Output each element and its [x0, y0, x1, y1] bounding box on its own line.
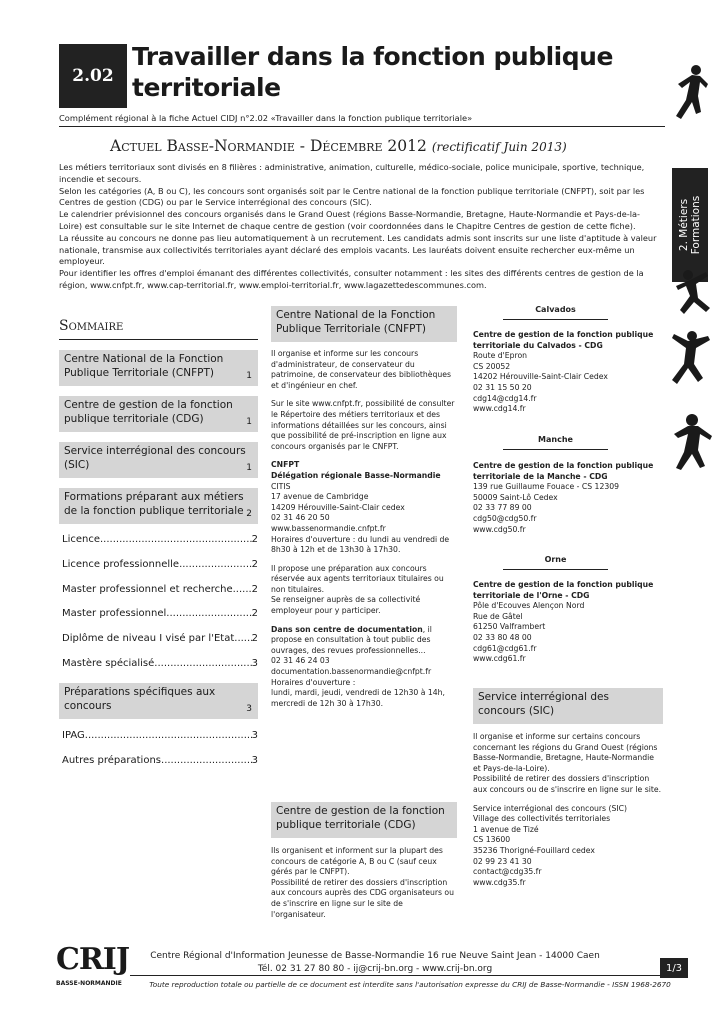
sic-website-link[interactable]: www.cdg35.fr — [473, 877, 526, 887]
toc-entry-label: Service interrégional des concours (SIC) — [64, 445, 246, 471]
sic-heading: Service interrégional des concours (SIC) — [473, 688, 663, 724]
sic-phone: 02 99 23 41 30 — [473, 856, 532, 866]
documentation-email-link[interactable]: documentation.bassenormandie@cnfpt.fr — [271, 667, 432, 677]
toc-line-label: Master professionnel et recherche — [62, 584, 233, 595]
dept-line: 50009 Saint-Lô Cedex — [473, 492, 558, 502]
toc-line[interactable] — [62, 633, 258, 644]
dept-phone: 02 31 15 50 20 — [473, 382, 532, 392]
sic-line: Service interrégional des concours (SIC) — [473, 803, 628, 813]
dept-heading-manche: Manche — [538, 435, 573, 444]
title-line-2: territoriale — [132, 73, 281, 102]
cnfpt-section — [271, 349, 458, 709]
sic-paragraph: Possibilité de retirer des dossiers d'inscription aux concours ou de s'inscrire en ligne sur le site. — [473, 774, 662, 794]
section-tab-line-2: Formations — [690, 195, 702, 255]
cnfpt-address-line: 14209 Hérouville-Saint-Clair cedex — [271, 502, 405, 512]
title-line-1: Travailler dans la fonction publique — [132, 42, 613, 71]
documentation-bold: Dans son centre de documentation — [271, 624, 423, 634]
dept-line: Route d'Epron — [473, 351, 528, 361]
toc-line[interactable] — [62, 730, 258, 741]
toc-leader — [100, 534, 252, 545]
toc-line[interactable] — [62, 584, 258, 595]
section-tab — [672, 168, 708, 282]
sic-line: 35236 Thorigné-Fouillard cedex — [473, 845, 595, 855]
toc-leader — [234, 633, 251, 644]
cnfpt-phone: 02 31 46 20 50 — [271, 513, 330, 523]
documentation-hours: lundi, mardi, jeudi, vendredi de 12h30 à 14h, mercredi de 12h 30 à 17h30. — [271, 688, 445, 708]
toc-line-label: Licence professionnelle — [62, 559, 180, 570]
cnfpt-website-link[interactable]: www.bassenormandie.cnfpt.fr — [271, 523, 386, 533]
dept-orne — [473, 580, 663, 665]
rectificatif-label: (rectificatif Juin 2013) — [431, 140, 567, 154]
toc-entry[interactable] — [59, 488, 258, 524]
toc-entry-page: 1 — [246, 371, 252, 381]
toc-line-page: 3 — [251, 658, 258, 669]
logo-text: CRIJ — [56, 942, 130, 977]
intro-paragraph: Pour identifier les offres d'emploi émanant des différentes collectivités, consulter notamment : les sites des différents centres de gestion de la région, www.cnfpt.fr, www.cap-territorial.fr, www.emploi-territorial.fr, www.lagazettedescommunes.com. — [59, 268, 644, 290]
cnfpt-hours: Horaires d'ouverture : du lundi au vendredi de 8h30 à 12h et de 13h30 à 17h30. — [271, 534, 450, 555]
toc-line-label: Diplôme de niveau I visé par l'Etat — [62, 633, 235, 644]
cnfpt-documentation — [271, 625, 458, 657]
cdg-section — [271, 846, 458, 920]
toc-line[interactable] — [62, 658, 258, 669]
cnfpt-address-line: CITIS — [271, 481, 291, 491]
toc-entry-page: 1 — [246, 463, 252, 473]
dept-rule — [503, 449, 608, 450]
toc-entry[interactable] — [59, 396, 258, 432]
toc-line-label: IPAG — [62, 730, 85, 741]
toc-line[interactable] — [62, 534, 258, 545]
footer-line-1: Centre Régional d'Information Jeunesse de Basse-Normandie 16 rue Neuve Saint Jean - 14000 Caen — [150, 951, 600, 961]
intro-paragraph: La réussite au concours ne donne pas lieu automatiquement à un recrutement. Les candidats admis sont inscrits sur une liste d'aptitude à valeur nationale, transmise aux collectivités territoriales ayant déclaré des emplois vacants. Les lauréats doivent ensuite rechercher eux-même un employeur. — [59, 232, 657, 267]
toc-line-page: 2 — [251, 608, 258, 619]
cnfpt-paragraph: Se renseigner auprès de sa collectivité employeur pour y participer. — [271, 595, 421, 616]
dept-website-link[interactable]: www.cdg14.fr — [473, 404, 526, 414]
page-title — [132, 41, 642, 103]
subtitle: Complément régional à la fiche Actuel CIDJ n°2.02 «Travailler dans la fonction publique territoriale» — [59, 113, 473, 123]
cnfpt-heading: Centre National de la Fonction Publique Territoriale (CNFPT) — [271, 306, 457, 342]
dept-manche — [473, 461, 663, 535]
header-rule — [59, 126, 665, 127]
footer-address — [130, 950, 620, 976]
dept-title: Centre de gestion de la fonction publique territoriale du Calvados - CDG — [473, 330, 654, 350]
toc-entry-page: 3 — [246, 704, 252, 714]
toc-line-page: 2 — [251, 559, 258, 570]
dept-rule — [503, 569, 608, 570]
logo-subtext: BASSE-NORMANDIE — [56, 980, 122, 987]
dept-email-link[interactable]: cdg14@cdg14.fr — [473, 393, 537, 403]
toc-leader — [154, 658, 251, 669]
dept-rule — [503, 319, 608, 320]
cnfpt-address-line: 17 avenue de Cambridge — [271, 492, 369, 502]
dept-website-link[interactable]: www.cdg50.fr — [473, 524, 526, 534]
edition-heading — [110, 137, 567, 155]
cdg-paragraph: Ils organisent et informent sur la plupart des concours de catégorie A, B ou C (sauf ceux gérés par le CNFPT). — [271, 846, 443, 877]
dept-email-link[interactable]: cdg50@cdg50.fr — [473, 513, 537, 523]
toc-entry-page: 1 — [246, 417, 252, 427]
sic-email-link[interactable]: contact@cdg35.fr — [473, 867, 542, 877]
documentation-text: , il propose en consultation à tout public des ouvrages, des revues professionnelles... — [271, 624, 432, 655]
toc-entry[interactable] — [59, 350, 258, 386]
sommaire-heading: Sommaire — [59, 318, 124, 334]
toc-entry[interactable] — [59, 683, 258, 719]
cnfpt-paragraph: Il propose une préparation aux concours réservée aux agents territoriaux titulaires ou non titulaires. — [271, 563, 444, 594]
toc-leader — [161, 755, 252, 766]
toc-line-label: Mastère spécialisé — [62, 658, 155, 669]
dept-calvados — [473, 330, 663, 415]
toc-line-label: Master professionnel — [62, 608, 167, 619]
dept-line: 139 rue Guillaume Fouace - CS 12309 — [473, 482, 620, 492]
cnfpt-paragraph: Il organise et informe sur les concours d'administrateur, de conservateur du patrimoine, de conservateur des bibliothèques et d'ingénieur en chef. — [271, 349, 451, 390]
toc-line-page: 2 — [251, 534, 258, 545]
toc-leader — [179, 559, 252, 570]
toc-line[interactable] — [62, 755, 258, 766]
dept-phone: 02 33 77 89 00 — [473, 503, 532, 513]
dept-title: Centre de gestion de la fonction publique territoriale de l'Orne - CDG — [473, 580, 654, 600]
toc-line-label: Autres préparations — [62, 755, 162, 766]
toc-line-page: 2 — [251, 584, 258, 595]
dept-email-link[interactable]: cdg61@cdg61.fr — [473, 643, 537, 653]
cnfpt-paragraph: Sur le site www.cnfpt.fr, possibilité de consulter le Répertoire des métiers territoriaux et des informations détaillées sur les concours, ainsi que possibilité de pré-inscription en ligne aux concours organisés par le CNFPT. — [271, 399, 455, 451]
cdg-paragraph: Possibilité de retirer des dossiers d'inscription aux concours auprès des CDG organisateurs ou de s'inscrire en ligne sur le site de l'organisateur. — [271, 877, 455, 919]
documentation-phone: 02 31 46 24 03 — [271, 656, 330, 666]
toc-leader — [233, 584, 252, 595]
toc-entry[interactable] — [59, 442, 258, 478]
toc-line[interactable] — [62, 559, 258, 570]
toc-line-label: Licence — [62, 534, 100, 545]
dept-line: CS 20052 — [473, 361, 511, 371]
toc-entry-label: Formations préparant aux métiers de la fonction publique territoriale — [64, 491, 244, 517]
intro-paragraph: Le calendrier prévisionnel des concours organisés dans le Grand Ouest (régions Basse-Normandie, Bretagne, Haute-Normandie et Pays-de-la-Loire) est consultable sur le site Internet de chaque centre de gestion (voir coordonnées dans le Chapitre Centres de gestion de cette fiche). — [59, 209, 640, 231]
edition-label: Actuel Basse-Normandie - Décembre 2012 — [110, 137, 427, 155]
dept-website-link[interactable]: www.cdg61.fr — [473, 654, 526, 664]
toc-line-page: 3 — [251, 730, 258, 741]
cnfpt-address-title: CNFPT — [271, 460, 300, 470]
sic-line: Village des collectivités territoriales — [473, 814, 611, 824]
toc-entry-label: Centre National de la Fonction Publique Territoriale (CNFPT) — [64, 353, 224, 379]
toc-leader — [166, 608, 251, 619]
dept-heading-orne: Orne — [544, 555, 567, 564]
intro-paragraph: Selon les catégories (A, B ou C), les concours sont organisés soit par le Centre national de la fonction publique territoriale (CNFPT), soit par les Centres de gestion (CDG) ou par le Service interrégional des concours (SIC). — [59, 185, 645, 208]
toc-leader — [85, 730, 252, 741]
jumping-figure-icon — [668, 330, 712, 388]
sic-line: 1 avenue de Tizé — [473, 824, 539, 834]
dept-phone: 02 33 80 48 00 — [473, 632, 532, 642]
toc-entry-label: Préparations spécifiques aux concours — [64, 686, 216, 712]
cnfpt-address-title: Délégation régionale Basse-Normandie — [271, 470, 441, 480]
documentation-hours-label: Horaires d'ouverture : — [271, 677, 356, 687]
jumping-figure-icon — [676, 268, 716, 318]
dept-line: Pôle d'Ecouves Alençon Nord — [473, 601, 585, 611]
copyright-notice: Toute reproduction totale ou partielle de ce document est interdite sans l'autorisation expresse du CRIJ de Basse-Normandie - ISSN 1968-2670 — [149, 980, 671, 989]
toc-line-page: 3 — [251, 755, 258, 766]
sic-section — [473, 732, 663, 888]
crij-logo — [56, 940, 130, 998]
dept-title: Centre de gestion de la fonction publique territoriale de la Manche - CDG — [473, 461, 654, 481]
footer-line-2[interactable]: Tél. 02 31 27 80 80 - ij@crij-bn.org - www.crij-bn.org — [257, 964, 493, 974]
dept-heading-calvados: Calvados — [535, 305, 576, 314]
footer-rule — [130, 975, 668, 976]
section-tab-line-1: 2. Métiers — [678, 198, 690, 252]
intro-paragraph: Les métiers territoriaux sont divisés en 8 filières : administrative, animation, culturelle, médico-sociale, police municipale, sportive, technique, incendie et secours. — [59, 162, 645, 184]
sommaire-rule — [59, 339, 258, 340]
jumping-figure-icon — [668, 62, 708, 122]
toc-entry-page: 2 — [246, 509, 252, 519]
dept-line: 14202 Hérouville-Saint-Clair Cedex — [473, 372, 608, 382]
jumping-figure-icon — [670, 412, 714, 472]
toc-line[interactable] — [62, 608, 258, 619]
sic-line: CS 13600 — [473, 835, 511, 845]
dept-line: 61250 Valframbert — [473, 622, 546, 632]
page-number: 1/3 — [660, 958, 688, 978]
fiche-code: 2.02 — [59, 44, 127, 108]
cdg-heading: Centre de gestion de la fonction publique territoriale (CDG) — [271, 802, 457, 838]
toc-line-page: 2 — [251, 633, 258, 644]
dept-line: Rue de Gâtel — [473, 611, 523, 621]
intro-text — [59, 162, 659, 292]
sic-paragraph: Il organise et informe sur certains concours concernant les régions du Grand Ouest (régions Basse-Normandie, Bretagne, Haute-Normandie et Pays-de-la-Loire). — [473, 732, 658, 773]
toc-entry-label: Centre de gestion de la fonction publique territoriale (CDG) — [64, 399, 233, 425]
